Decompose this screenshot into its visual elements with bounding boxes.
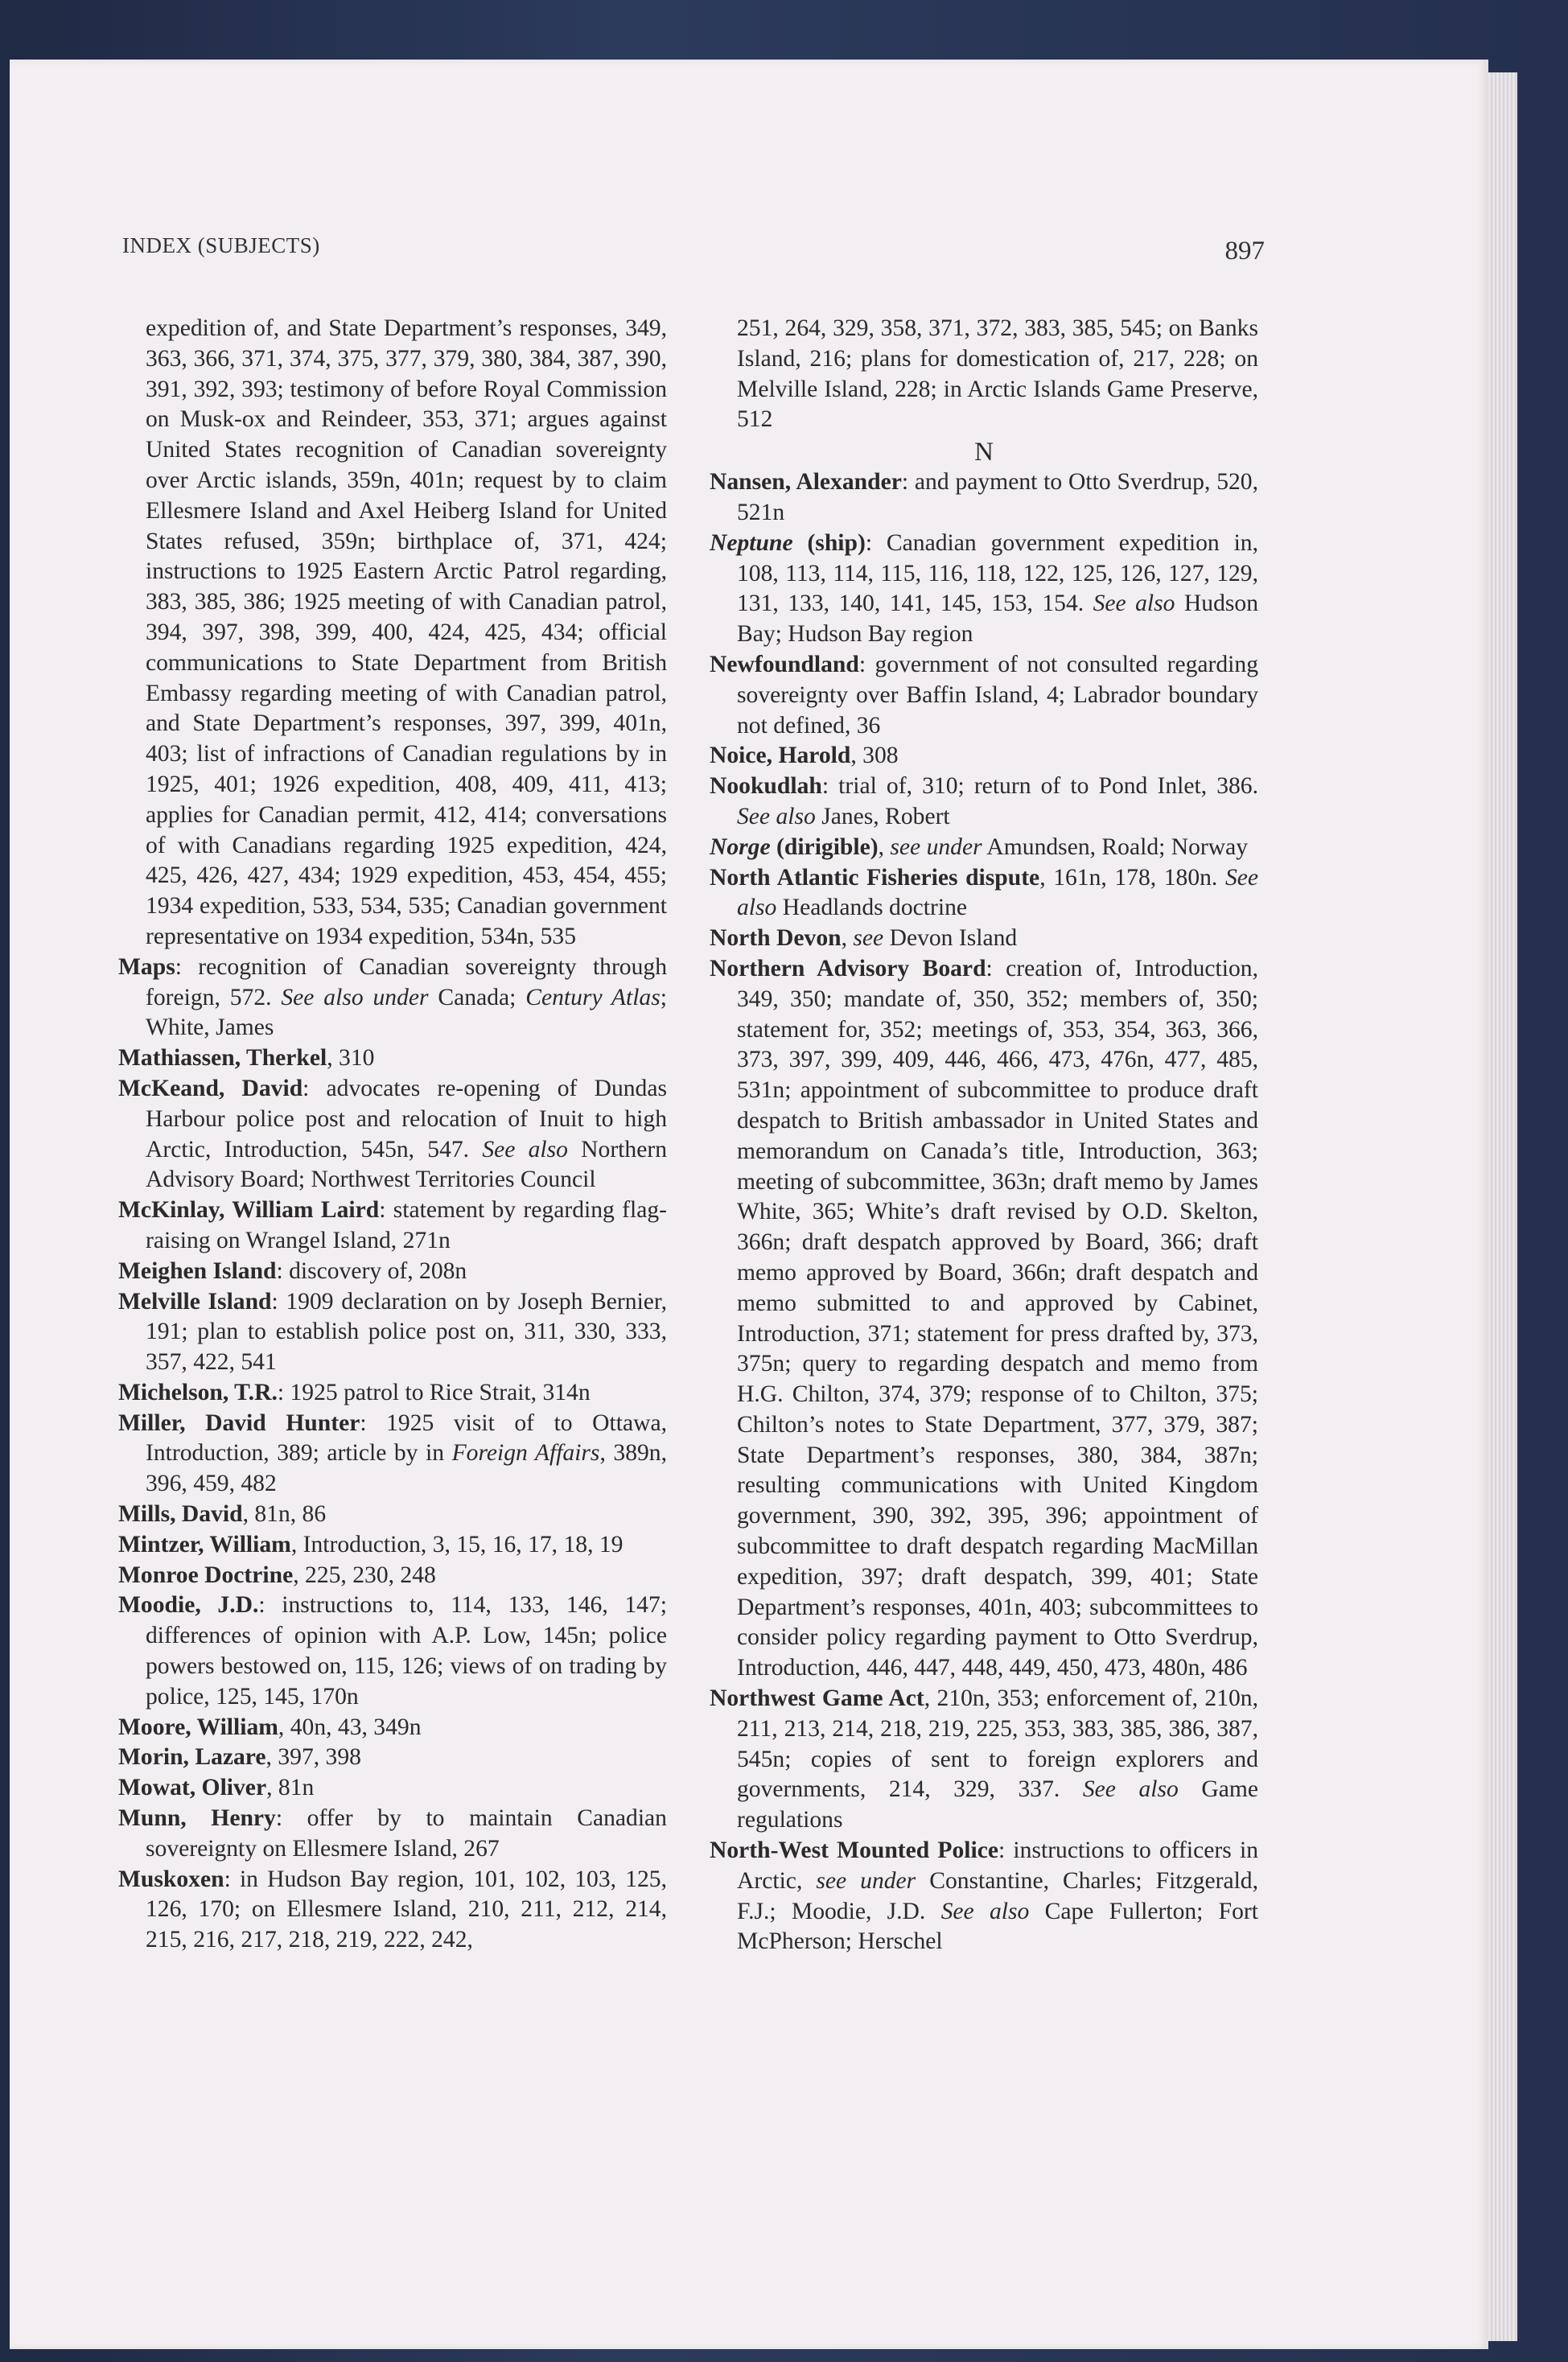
index-entry xyxy=(710,650,1258,741)
entry-text: , 310 xyxy=(327,1045,375,1072)
index-entry xyxy=(118,1773,667,1804)
entry-text: , 210n, 353; enforcement of, 210n, 211, 213, 214, 218, 219, 225, 353, 383, 385, 386, 387, 545n; copies of sent to foreign explorers and governments, 214, 329, 337. xyxy=(737,1685,1259,1803)
page-number: 897 xyxy=(1224,237,1265,265)
right-column xyxy=(710,314,1258,1957)
entry-text: : instructions to, 114, 133, 146, 147; differences of opinion with A.P. Low, 145n; police powers bestowed on, 115, 126; views of on trading by police, 125, 145, 170n xyxy=(146,1592,667,1710)
entry-heading: Miller, David Hunter xyxy=(118,1409,360,1436)
entry-heading: Newfoundland xyxy=(710,651,859,677)
entry-text: : statement by regarding flag-raising on Wrangel Island, 271n xyxy=(146,1197,667,1253)
entry-heading: Noice, Harold xyxy=(710,743,851,769)
index-entry xyxy=(118,1195,667,1257)
entry-text: , 389n, 396, 459, 482 xyxy=(146,1440,667,1497)
entry-text: , Introduction, 3, 15, 16, 17, 18, 19 xyxy=(290,1531,623,1558)
entry-text: Headlands doctrine xyxy=(776,895,968,921)
entry-text: : government of not consulted regarding sovereignty over Baffin Island, 4; Labrador boundary not defined, 36 xyxy=(737,651,1258,739)
entry-text: Cape Fullerton; Fort McPherson; Herschel xyxy=(737,1898,1258,1955)
entry-text: See also under xyxy=(281,984,429,1010)
running-head: INDEX (SUBJECTS) xyxy=(122,233,320,257)
entry-heading: Moore, William xyxy=(118,1714,278,1740)
index-letter-heading xyxy=(710,437,1258,467)
entry-text: see xyxy=(853,925,884,952)
entry-text: See also xyxy=(940,1898,1030,1924)
entry-heading: Northern Advisory Board xyxy=(710,955,986,981)
index-entry xyxy=(710,833,1258,863)
index-entry xyxy=(118,1865,667,1956)
entry-text: , 81n xyxy=(266,1775,315,1801)
entry-heading: Munn, Henry xyxy=(118,1805,276,1832)
entry-text: 251, 264, 329, 358, 371, 372, 383, 385, 545; on Banks Island, 216; plans for domestication of, 217, 228; on Melville Island, 228; in Arctic Islands Game Preserve, 512 xyxy=(737,315,1258,433)
entry-heading: Moodie, J.D. xyxy=(118,1592,259,1619)
index-entry xyxy=(118,1287,667,1378)
entry-text: , 225, 230, 248 xyxy=(293,1562,436,1588)
entry-heading: Neptune xyxy=(710,529,793,556)
entry-text: Canada; xyxy=(428,984,526,1010)
entry-text: : 1925 patrol to Rice Strait, 314n xyxy=(277,1379,591,1405)
entry-heading: (ship) xyxy=(792,529,866,556)
entry-text: Century Atlas xyxy=(525,984,661,1010)
entry-heading: Mathiassen, Therkel xyxy=(118,1045,327,1072)
entry-text: : recognition of Canadian sovereignty through foreign, 572. xyxy=(146,953,667,1010)
entry-heading: North Atlantic Fisheries dispute xyxy=(710,864,1040,891)
entry-heading: Monroe Doctrine xyxy=(118,1562,294,1588)
entry-text: see under xyxy=(890,833,982,860)
entry-text: expedition of, and State Department’s responses, 349, 363, 366, 371, 374, 375, 377, 379, 380, 384, 387, 390, 391, 392, 393; testimony of before Royal Commission on Musk-ox and Reindeer, 353, 371; argues against United States recognition of Canadian sovereignty over Arctic islands, 359n, 401n; request by to claim Ellesmere Island and Axel Heiberg Island for United States refused, 359n; birthplace of, 371, 424; instructions to 1925 Eastern Arctic Patrol regarding, 383, 385, 386; 1925 meeting of with Canadian patrol, 394, 397, 398, 399, 400, 424, 425, 434; official communications to State Department from British Embassy regarding meeting of with Canadian patrol, and State Department’s responses, 397, 399, 401n, 403; list of infractions of Canadian regulations by in 1925, 401; 1926 expedition, 408, 409, 411, 413; applies for Canadian permit, 412, 414; conversations of with Canadians regarding 1925 expedition, 424, 425, 426, 427, 434; 1929 expedition, 453, 454, 455; 1934 expedition, 533, 534, 535; Canadian government representative on 1934 expedition, 534n, 535 xyxy=(146,315,667,949)
entry-text: : instructions to officers in Arctic, xyxy=(737,1837,1258,1894)
index-entry xyxy=(118,953,667,1043)
entry-text: See also xyxy=(1082,1776,1179,1803)
entry-text: , 308 xyxy=(850,743,899,769)
index-entry xyxy=(118,1500,667,1530)
entry-text: : Canadian government expedition in, 108, 113, 114, 115, 116, 118, 122, 125, 126, 127, 129, 131, 133, 140, 141, 145, 153, 154. xyxy=(737,529,1259,617)
entry-heading: Nookudlah xyxy=(710,773,822,800)
entry-text: : in Hudson Bay region, 101, 102, 103, 125, 126, 170; on Ellesmere Island, 210, 211, 212, 214, 215, 216, 217, 218, 219, 222, 242, xyxy=(146,1866,667,1953)
entry-heading: McKeand, David xyxy=(118,1075,303,1101)
entry-heading: Maps xyxy=(118,953,175,980)
entry-heading: Muskoxen xyxy=(118,1866,224,1892)
index-entry xyxy=(710,924,1258,954)
entry-heading: McKinlay, William Laird xyxy=(118,1197,380,1224)
index-entry xyxy=(118,1713,667,1743)
entry-text: : trial of, 310; return of to Pond Inlet, 386. xyxy=(821,773,1258,800)
index-entry xyxy=(118,1561,667,1591)
entry-heading: (dirigible) xyxy=(770,833,879,860)
index-entry xyxy=(118,1590,667,1712)
index-entry xyxy=(710,1836,1258,1957)
index-entry xyxy=(118,1074,667,1195)
entry-text: , xyxy=(841,925,854,952)
index-entry xyxy=(710,1684,1258,1836)
entry-text: , 397, 398 xyxy=(265,1744,361,1771)
left-column xyxy=(118,314,667,1956)
entry-heading: Melville Island xyxy=(118,1288,272,1315)
entry-text: , 81n, 86 xyxy=(242,1501,327,1528)
entry-text: Janes, Robert xyxy=(815,803,950,829)
entry-text: Devon Island xyxy=(883,925,1018,952)
entry-text: : creation of, Introduction, 349, 350; mandate of, 350, 352; members of, 350; statement for, 352; meetings of, 353, 354, 363, 366, 373, 397, 399, 409, 446, 466, 473, 476n, 477, 485, 531n; appointment of subcommittee to produce draft despatch to British ambassador in United States and memorandum on Canada’s title, Introduction, 363; meeting of subcommittee, 363n; draft memo by James White, 365; White’s draft revised by O.D. Skelton, 366n; draft despatch approved by Board, 366; draft memo approved by Board, 366n; draft despatch and memo submitted to and approved by Cabinet, Introduction, 371; statement for press drafted by, 373, 375n; query to regarding despatch and memo from H.G. Chilton, 374, 379; response of to Chilton, 375; Chilton’s notes to State Department, 377, 379, 387; State Department’s responses, 380, 384, 387n; resulting communications with United Kingdom government, 390, 392, 395, 396; appointment of subcommittee to draft despatch regarding MacMillan expedition, 397; draft despatch, 399, 401; State Department’s responses, 401n, 403; subcommittees to consider policy regarding payment to Otto Sverdrup, Introduction, 446, 447, 448, 449, 450, 473, 480n, 486 xyxy=(737,955,1258,1681)
entry-text: N xyxy=(974,438,994,467)
index-entry xyxy=(118,1257,667,1287)
index-entry xyxy=(118,1743,667,1773)
index-entry xyxy=(118,314,667,953)
entry-text: see under xyxy=(816,1867,916,1894)
entry-heading: Mowat, Oliver xyxy=(118,1775,267,1801)
entry-heading: Morin, Lazare xyxy=(118,1744,266,1771)
entry-heading: Meighen Island xyxy=(118,1257,277,1284)
entry-text: Constantine, Charles; Fitzgerald, F.J.; Moodie, J.D. xyxy=(737,1867,1258,1924)
entry-text: : offer by to maintain Canadian sovereignty on Ellesmere Island, 267 xyxy=(146,1805,667,1862)
index-entry xyxy=(710,314,1258,435)
entry-text: : discovery of, 208n xyxy=(276,1257,467,1284)
entry-text: See also xyxy=(737,803,816,829)
entry-heading: Norge xyxy=(710,833,771,860)
entry-heading: North-West Mounted Police xyxy=(710,1837,999,1864)
entry-text: Game regulations xyxy=(737,1776,1258,1833)
index-entry xyxy=(710,741,1258,772)
entry-text: : 1925 visit of to Ottawa, Introduction, 389; article by in xyxy=(146,1409,667,1467)
entry-text: , xyxy=(878,833,891,860)
entry-text: Foreign Affairs xyxy=(451,1440,600,1467)
entry-heading: Michelson, T.R. xyxy=(118,1379,278,1405)
entry-heading: Mintzer, William xyxy=(118,1531,291,1558)
index-entry xyxy=(118,1530,667,1561)
entry-text: : 1909 declaration on by Joseph Bernier, 191; plan to establish police post on, 311, 330, 333, 357, 422, 541 xyxy=(146,1288,667,1376)
index-entry xyxy=(710,529,1258,650)
entry-text: See also xyxy=(482,1136,568,1162)
index-entry xyxy=(710,772,1258,833)
index-entry xyxy=(118,1378,667,1409)
entry-text: , 40n, 43, 349n xyxy=(278,1714,422,1740)
entry-text: , 161n, 178, 180n. xyxy=(1039,864,1225,891)
entry-text: : and payment to Otto Sverdrup, 520, 521n xyxy=(737,469,1258,525)
entry-text: : advocates re-opening of Dundas Harbour police post and relocation of Inuit to high Arctic, Introduction, 545n, 547. xyxy=(146,1075,667,1162)
index-entry xyxy=(710,863,1258,924)
entry-text: See also xyxy=(737,864,1259,921)
entry-heading: Mills, David xyxy=(118,1501,243,1528)
index-entry xyxy=(118,1409,667,1500)
page-edges xyxy=(1488,72,1517,2341)
entry-text: See also xyxy=(1093,590,1175,617)
index-entry xyxy=(710,467,1258,529)
entry-heading: Northwest Game Act xyxy=(710,1685,924,1712)
page-header xyxy=(122,233,1265,272)
entry-heading: North Devon xyxy=(710,925,842,952)
entry-text: Northern Advisory Board; Northwest Territories Council xyxy=(146,1136,667,1193)
index-entry xyxy=(710,954,1258,1684)
entry-text: Amundsen, Roald; Norway xyxy=(982,833,1249,860)
index-entry xyxy=(118,1804,667,1865)
entry-text: Hudson Bay; Hudson Bay region xyxy=(737,590,1258,648)
index-entry xyxy=(118,1043,667,1074)
entry-text: ; White, James xyxy=(146,984,667,1041)
entry-heading: Nansen, Alexander xyxy=(710,469,902,496)
